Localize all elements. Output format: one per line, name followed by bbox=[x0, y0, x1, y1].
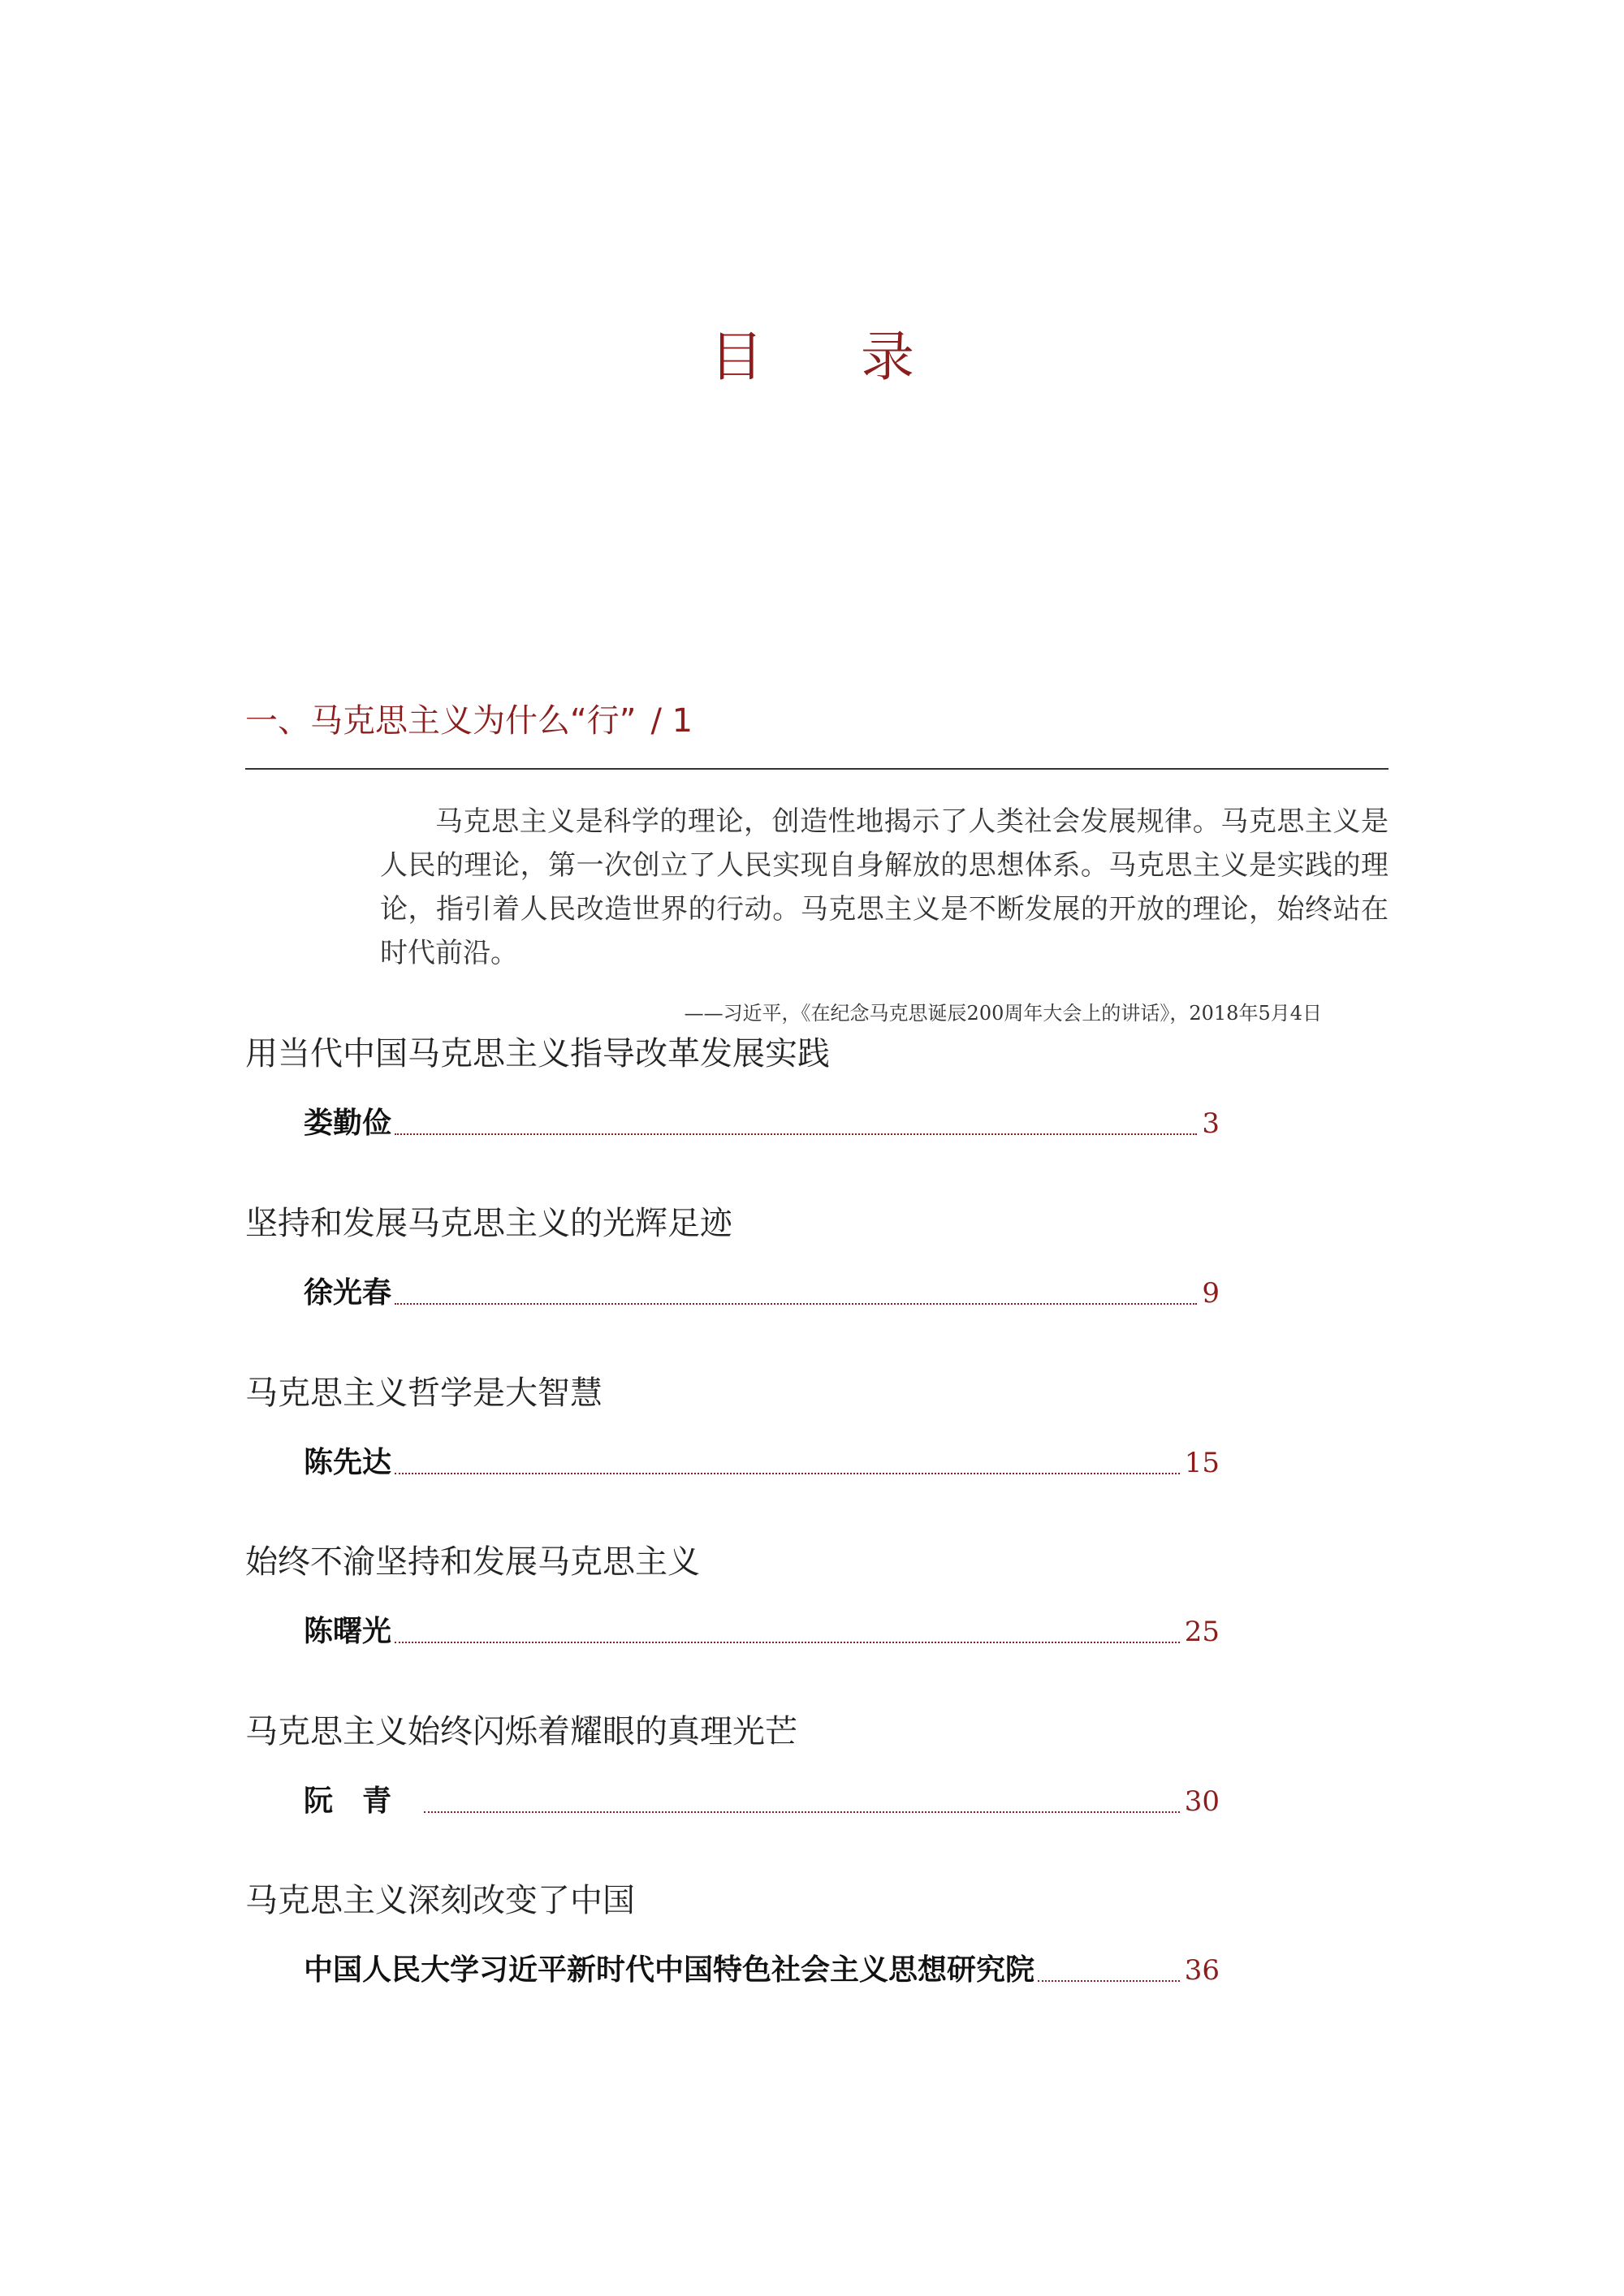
entry-title: 用当代中国马克思主义指导改革发展实践 bbox=[245, 1035, 830, 1072]
section-page-ref: / 1 bbox=[650, 702, 693, 740]
entry-page-number: 36 bbox=[1184, 1954, 1220, 1987]
toc-entry[interactable] bbox=[245, 1369, 1220, 1507]
entry-author: 娄勤俭 bbox=[304, 1107, 392, 1140]
entry-row bbox=[304, 1269, 1220, 1318]
epigraph-quote: 马克思主义是科学的理论，创造性地揭示了人类社会发展规律。马克思主义是人民的理论，第一次创立了人民实现自身解放的思想体系。马克思主义是实践的理论，指引着人民改造世界的行动。马克思主义是不断发展的开放的理论，始终站在时代前沿。 bbox=[380, 805, 1389, 969]
dot-leader bbox=[395, 1642, 1180, 1643]
toc-entry[interactable] bbox=[245, 1538, 1220, 1676]
entry-row bbox=[304, 1099, 1220, 1148]
entry-page-number: 3 bbox=[1202, 1107, 1220, 1140]
entry-row bbox=[304, 1439, 1220, 1487]
dot-leader bbox=[1038, 1980, 1180, 1982]
section-heading-text: 一、马克思主义为什么“行” bbox=[245, 702, 637, 740]
dot-leader bbox=[395, 1303, 1197, 1305]
toc-entry[interactable] bbox=[245, 1707, 1220, 1845]
entry-title: 马克思主义哲学是大智慧 bbox=[245, 1375, 603, 1412]
entry-row bbox=[304, 1777, 1220, 1826]
entry-author: 徐光春 bbox=[304, 1276, 392, 1310]
entry-author: 陈曙光 bbox=[304, 1615, 392, 1648]
entry-row bbox=[304, 1608, 1220, 1656]
entry-title: 始终不渝坚持和发展马克思主义 bbox=[245, 1543, 700, 1581]
dot-leader bbox=[395, 1133, 1197, 1135]
entry-title: 马克思主义深刻改变了中国 bbox=[245, 1882, 635, 1919]
entry-page-number: 25 bbox=[1184, 1616, 1220, 1648]
entry-page-number: 15 bbox=[1184, 1447, 1220, 1479]
dot-leader bbox=[395, 1473, 1180, 1474]
entry-title: 坚持和发展马克思主义的光辉足迹 bbox=[245, 1205, 732, 1242]
toc-entry[interactable] bbox=[245, 1876, 1220, 2014]
entry-author: 阮青 bbox=[304, 1785, 421, 1818]
entry-author: 中国人民大学习近平新时代中国特色社会主义思想研究院 bbox=[304, 1953, 1035, 1987]
entry-page-number: 30 bbox=[1184, 1785, 1220, 1818]
epigraph-source: ——习近平，《在纪念马克思诞辰200周年大会上的讲话》，2018年5月4日 bbox=[684, 1002, 1322, 1025]
entry-row bbox=[304, 1946, 1220, 1995]
toc-entry[interactable] bbox=[245, 1199, 1220, 1337]
toc-entry[interactable] bbox=[245, 1029, 1220, 1167]
page-title: 目录 bbox=[710, 326, 1012, 388]
dot-leader bbox=[424, 1811, 1180, 1813]
entry-page-number: 9 bbox=[1202, 1277, 1220, 1310]
entry-author: 陈先达 bbox=[304, 1446, 392, 1479]
entry-title: 马克思主义始终闪烁着耀眼的真理光芒 bbox=[245, 1713, 797, 1750]
